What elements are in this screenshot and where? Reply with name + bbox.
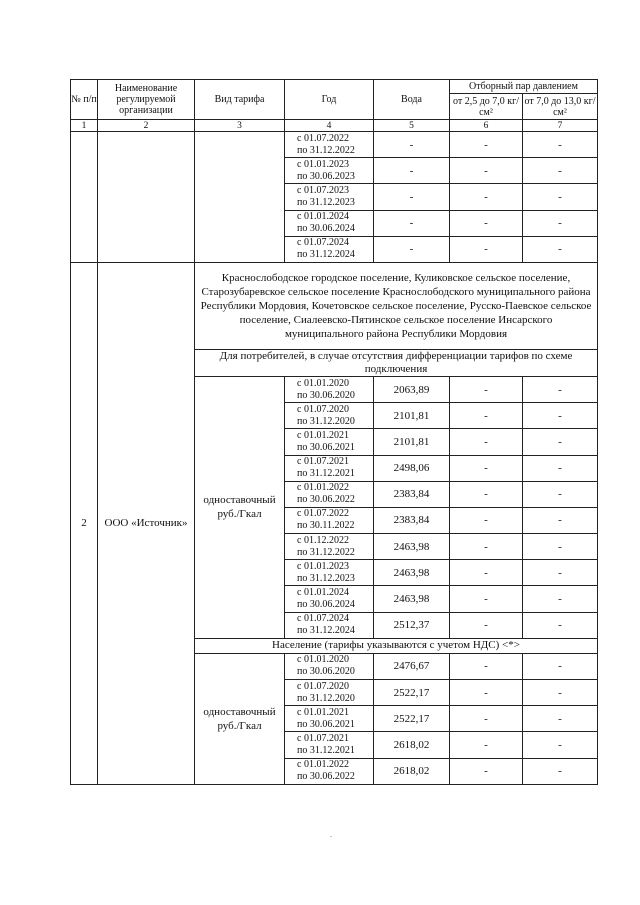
steam2-value: - (523, 534, 598, 560)
header-num: № п/п (71, 80, 98, 120)
col-number: 4 (285, 120, 374, 132)
page-mark: . (330, 830, 332, 839)
water-value: 2498,06 (374, 455, 450, 481)
water-value: 2101,81 (374, 429, 450, 455)
num-cell-empty (71, 132, 98, 263)
water-value: 2512,37 (374, 612, 450, 638)
steam1-value: - (450, 403, 523, 429)
water-value: 2522,17 (374, 706, 450, 732)
population-title: Население (тарифы указываются с учетом НДС) <*> (195, 638, 598, 653)
water-value: 2383,84 (374, 507, 450, 533)
tariff-type-cell: одноставочный руб./Гкал (195, 376, 285, 638)
header-water: Вода (374, 80, 450, 120)
consumers-title: Для потребителей, в случае отсутствия дифференциации тарифов по схеме подключения (195, 349, 598, 376)
period-cell: с 01.07.2021 по 31.12.2021 (285, 732, 374, 758)
period-cell: с 01.07.2020 по 31.12.2020 (285, 680, 374, 706)
water-value: - (374, 158, 450, 184)
steam1-value: - (450, 560, 523, 586)
steam1-value: - (450, 758, 523, 784)
water-value: 2101,81 (374, 403, 450, 429)
steam1-value: - (450, 706, 523, 732)
period-cell: с 01.07.2024 по 31.12.2024 (285, 236, 374, 262)
water-value: 2618,02 (374, 758, 450, 784)
steam1-value: - (450, 184, 523, 210)
water-value: 2463,98 (374, 586, 450, 612)
header-tariff-type: Вид тарифа (195, 80, 285, 120)
steam2-value: - (523, 586, 598, 612)
period-cell: с 01.12.2022 по 31.12.2022 (285, 534, 374, 560)
entry-2-rows (71, 262, 598, 784)
steam1-value: - (450, 680, 523, 706)
steam2-value: - (523, 507, 598, 533)
steam1-value: - (450, 429, 523, 455)
steam2-value: - (523, 132, 598, 158)
period-cell: с 01.07.2022 по 30.11.2022 (285, 507, 374, 533)
steam2-value: - (523, 758, 598, 784)
steam1-value: - (450, 236, 523, 262)
steam1-value: - (450, 455, 523, 481)
steam2-value: - (523, 158, 598, 184)
water-value: - (374, 184, 450, 210)
period-cell: с 01.01.2023 по 31.12.2023 (285, 560, 374, 586)
col-number: 3 (195, 120, 285, 132)
water-value: 2522,17 (374, 680, 450, 706)
header-steam-1: от 2,5 до 7,0 кг/см² (450, 94, 523, 120)
steam1-value: - (450, 534, 523, 560)
col-number: 5 (374, 120, 450, 132)
tariff-table (70, 79, 598, 785)
period-cell: с 01.01.2021 по 30.06.2021 (285, 429, 374, 455)
period-cell: с 01.07.2024 по 31.12.2024 (285, 612, 374, 638)
steam1-value: - (450, 210, 523, 236)
entry-number: 2 (71, 262, 98, 784)
period-cell: с 01.07.2021 по 31.12.2021 (285, 455, 374, 481)
steam2-value: - (523, 429, 598, 455)
steam1-value: - (450, 612, 523, 638)
period-cell: с 01.01.2020 по 30.06.2020 (285, 376, 374, 402)
period-cell: с 01.07.2023 по 31.12.2023 (285, 184, 374, 210)
steam2-value: - (523, 706, 598, 732)
period-cell: с 01.01.2024 по 30.06.2024 (285, 210, 374, 236)
steam2-value: - (523, 376, 598, 402)
steam1-value: - (450, 507, 523, 533)
col-number: 1 (71, 120, 98, 132)
organization-name: ООО «Источник» (98, 262, 195, 784)
steam1-value: - (450, 481, 523, 507)
water-value: - (374, 210, 450, 236)
org-cell-empty (98, 132, 195, 263)
steam1-value: - (450, 158, 523, 184)
header-steam-group: Отборный пар давлением (450, 80, 598, 94)
water-value: 2063,89 (374, 376, 450, 402)
table-row (71, 132, 598, 158)
region-description: Краснослободское городское поселение, Куликовское сельское поселение, Старозубаревское сельское поселение Краснослободского муниципального района Республики Мордовия, Кочетовское сельское поселение, Русско-Паевское сельское поселение, Сиалеевско-Пятинское сельское поселение Инсарского муниципального района Республики Мордовия (195, 262, 598, 349)
water-value: 2476,67 (374, 653, 450, 679)
steam2-value: - (523, 455, 598, 481)
period-cell: с 01.07.2020 по 31.12.2020 (285, 403, 374, 429)
period-cell: с 01.01.2020 по 30.06.2020 (285, 653, 374, 679)
steam1-value: - (450, 132, 523, 158)
steam2-value: - (523, 236, 598, 262)
period-cell: с 01.07.2022 по 31.12.2022 (285, 132, 374, 158)
water-value: 2383,84 (374, 481, 450, 507)
steam2-value: - (523, 184, 598, 210)
col-number: 6 (450, 120, 523, 132)
steam2-value: - (523, 680, 598, 706)
steam1-value: - (450, 653, 523, 679)
period-cell: с 01.01.2022 по 30.06.2022 (285, 758, 374, 784)
header-year: Год (285, 80, 374, 120)
steam2-value: - (523, 653, 598, 679)
col-number: 7 (523, 120, 598, 132)
water-value: 2463,98 (374, 534, 450, 560)
steam2-value: - (523, 481, 598, 507)
steam1-value: - (450, 732, 523, 758)
period-cell: с 01.01.2022 по 30.06.2022 (285, 481, 374, 507)
period-cell: с 01.01.2021 по 30.06.2021 (285, 706, 374, 732)
header-steam-2: от 7,0 до 13,0 кг/см² (524, 95, 596, 118)
tariff-type-cell: одноставочный руб./Гкал (195, 653, 285, 784)
water-value: 2618,02 (374, 732, 450, 758)
period-cell: с 01.01.2023 по 30.06.2023 (285, 158, 374, 184)
tariff-cell-empty (195, 132, 285, 263)
period-cell: с 01.01.2024 по 30.06.2024 (285, 586, 374, 612)
col-number: 2 (98, 120, 195, 132)
steam1-value: - (450, 376, 523, 402)
steam2-value: - (523, 560, 598, 586)
previous-entry-rows (71, 132, 598, 263)
steam2-value: - (523, 732, 598, 758)
steam1-value: - (450, 586, 523, 612)
region-row (71, 262, 598, 349)
water-value: 2463,98 (374, 560, 450, 586)
steam2-value: - (523, 210, 598, 236)
steam2-value: - (523, 612, 598, 638)
header-org: Наименование регулируемой организации (98, 80, 195, 120)
water-value: - (374, 236, 450, 262)
steam2-value: - (523, 403, 598, 429)
water-value: - (374, 132, 450, 158)
